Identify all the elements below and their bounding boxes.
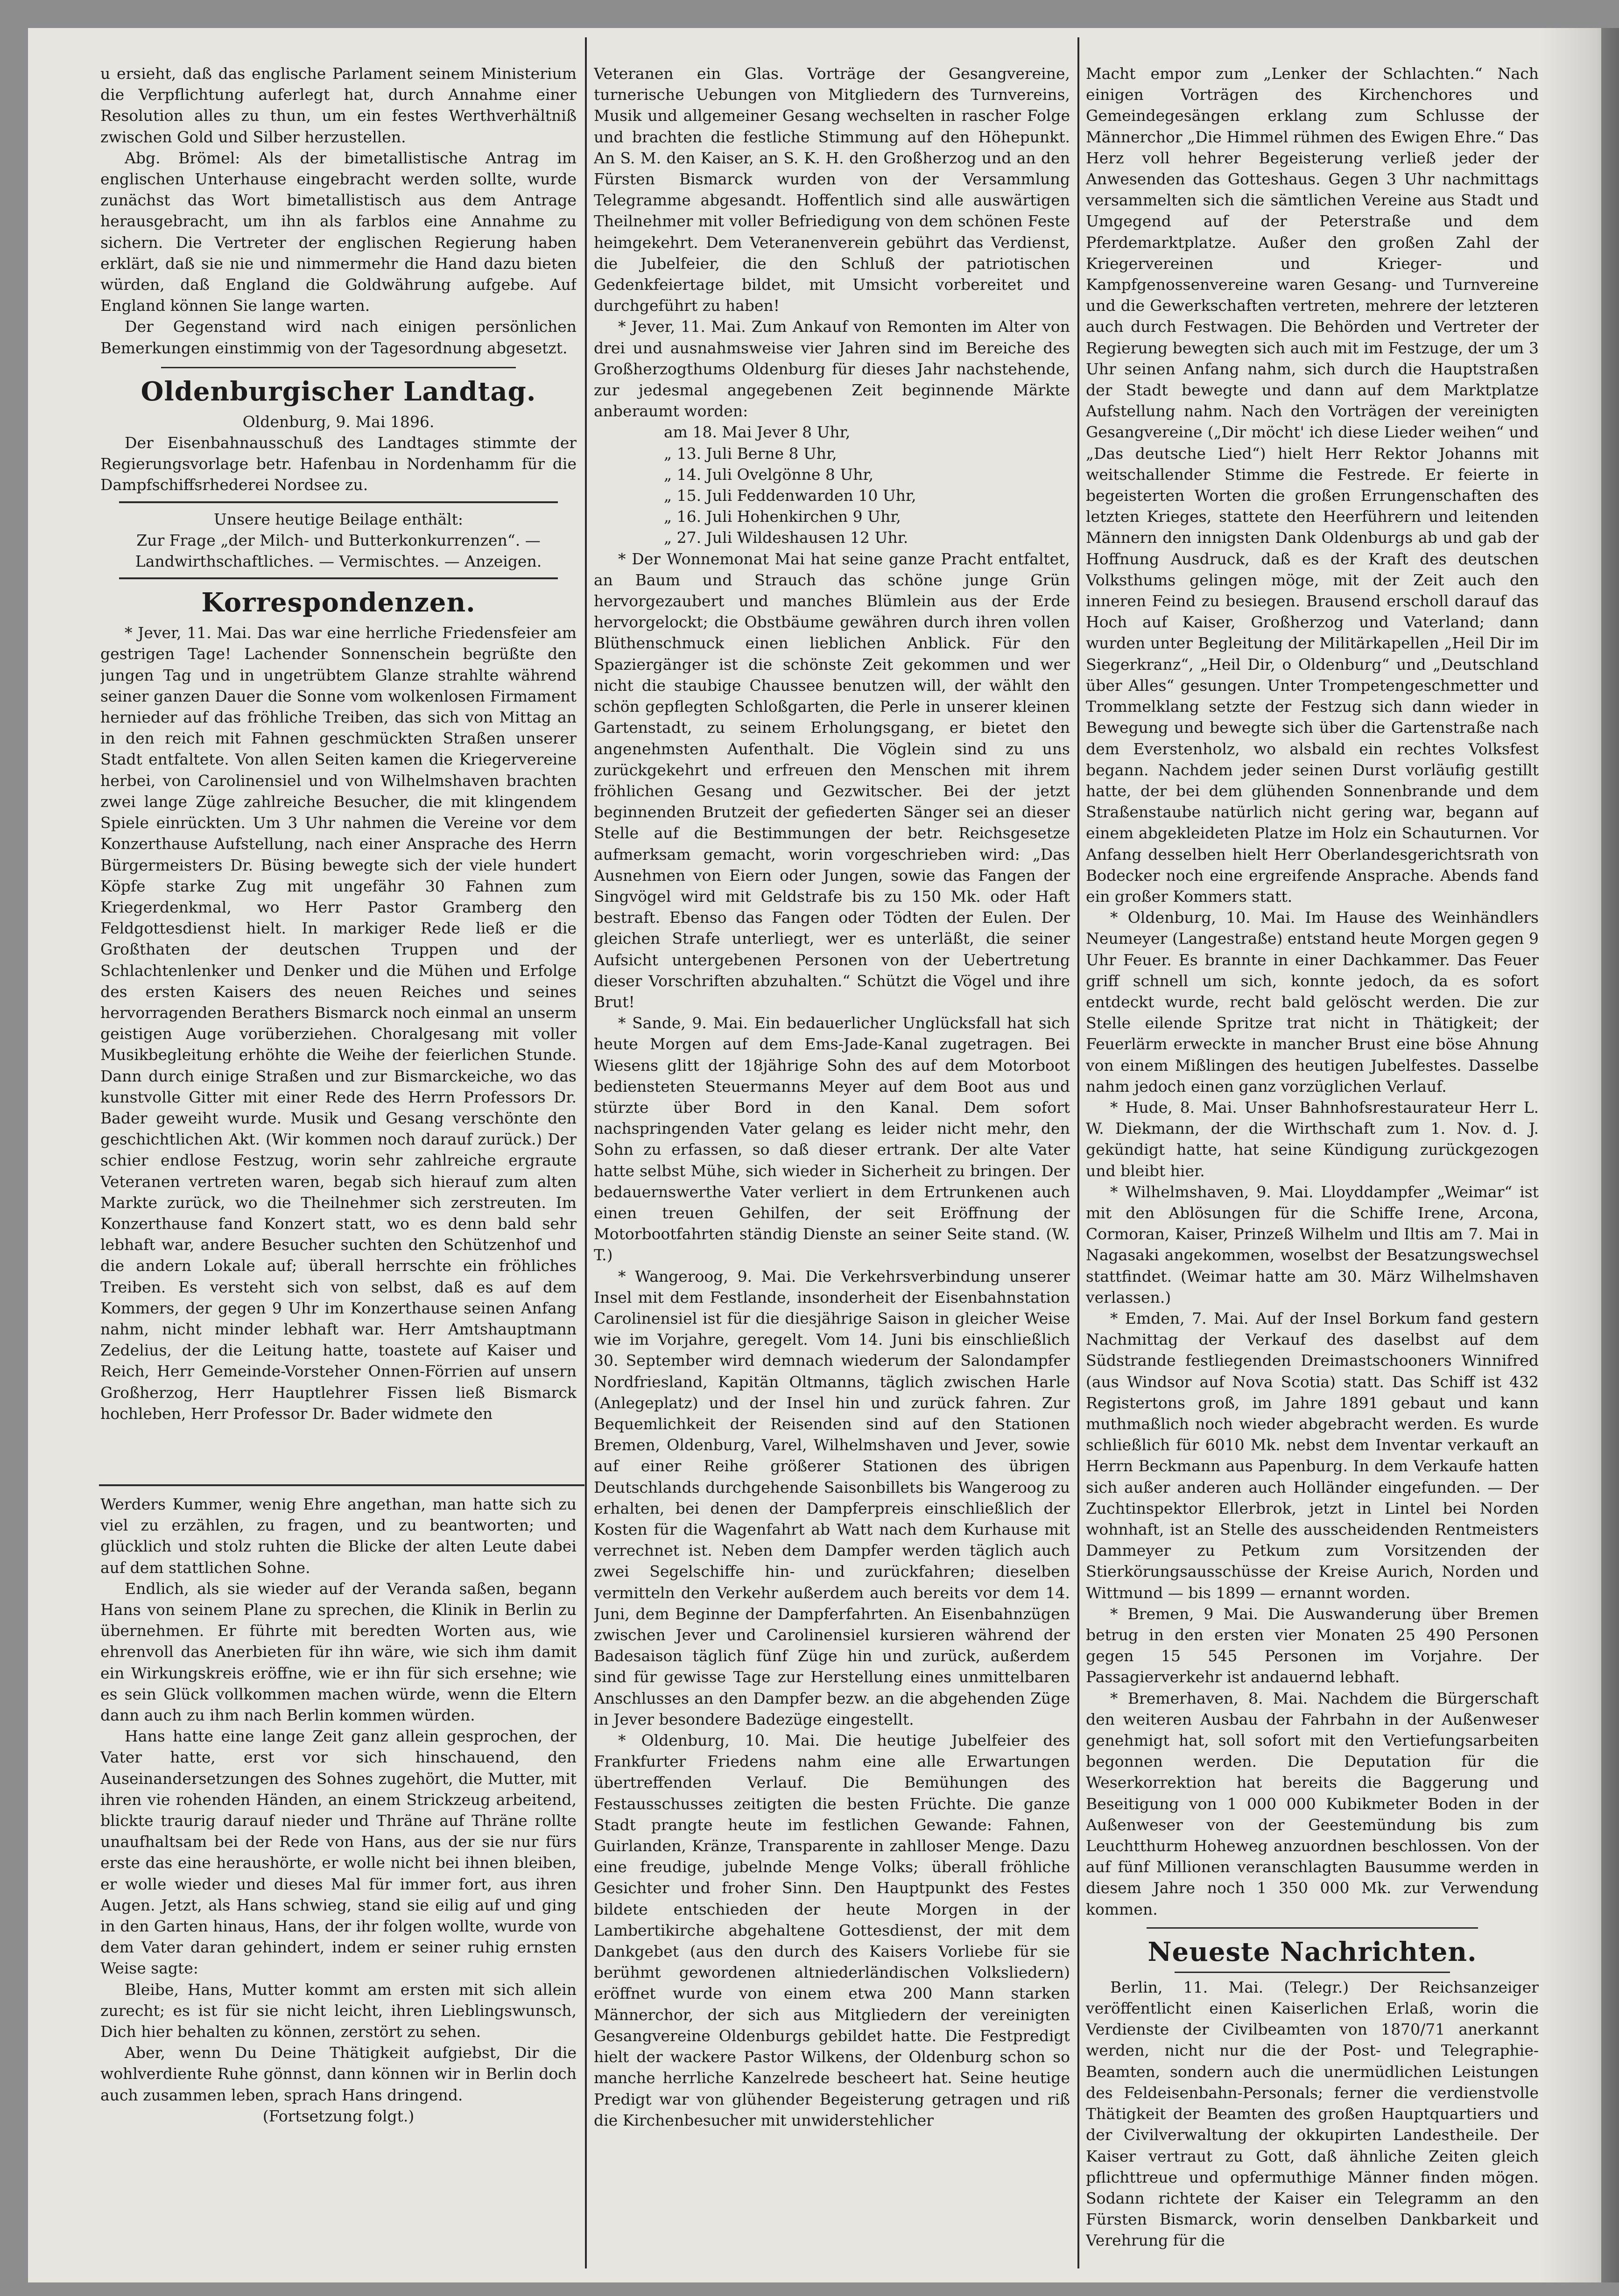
correspondence-hude: * Hude, 8. Mai. Unser Bahnhofsrestaurateur Herr L. W. Diekmann, der die Wirthschaft zum 1. Nov. d. J. gekündigt hatte, hat seine Kündigung zurückgezogen und bleibt hier. <box>1086 1098 1539 1180</box>
article-text: Abg. Brömel: Als der bimetallistische Antrag im englischen Unterhause eingebracht werden sollte, wurde zunächst das Wort bimetallistisch aus dem Antrage herausgebracht, um ihn als farblos eine Annahme zu sichern. Die Vertreter der englischen Regierung haben erklärt, daß sie nie und nimmermehr die Hand dazu bieten würden, daß England die Goldwährung aufgebe. Auf England können Sie lange warten. <box>100 148 577 315</box>
landtag-dateline: Oldenburg, 9. Mai 1896. <box>242 412 435 431</box>
novel-text: Aber, wenn Du Deine Thätigkeit aufgiebst, Dir die wohlverdiente Ruhe gönnst, dann können wir in Berlin doch auch zusammen leben, sprach Hans dringend. <box>100 2043 577 2104</box>
correspondence-wangeroog: * Wangeroog, 9. Mai. Die Verkehrsverbindung unserer Insel mit dem Festlande, insonderheit der Eisenbahnstation Carolinensiel ist für die diesjährige Saison in gleicher Weise wie im Vorjahre, geregelt. Vom 14. Juni bis einschließlich 30. September wird demnach wiederum der Salondampfer Nordfriesland, Kapitän Oltmanns, täglich zwischen Harle (Anlegeplatz) und der Insel hin und zurück fahren. Zur Bequemlichkeit der Reisenden sind auf den Stationen Bremen, Oldenburg, Varel, Wilhelmshaven und Jever, sowie auf einer Reihe größerer Stationen des übrigen Deutschlands durchgehende Saisonbillets bis Wangeroog zu erhalten, bei denen der Dampferpreis einschließlich der Kosten für die Wagenfahrt ab Watt nach dem Kurhause mit verrechnet ist. Neben dem Dampfer werden täglich auch zwei Segelschiffe hin- und zurückfahren; dieselben vermitteln den Verkehr außerdem auch bereits vor dem 14. Juni, dem Beginne der Dampferfahrten. An Eisenbahnzügen zwischen Jever und Carolinensiel kursieren während der Badesaison täglich fünf Züge hin und zurück, außerdem sind für gewisse Tage zur Herstellung eines unmittelbaren Anschlusses an den Dampfer bezw. an die abgehenden Züge in Jever besondere Badezüge eingestellt. <box>594 1267 1070 1728</box>
column-rule-right <box>1077 37 1079 2268</box>
article-text: Der Gegenstand wird nach einigen persönlichen Bemerkungen einstimmig von der Tagesordnung abgesetzt. <box>100 317 577 357</box>
correspondence-oldenburg: * Oldenburg, 10. Mai. Die heutige Jubelfeier des Frankfurter Friedens nahm eine alle Erwartungen übertreffenden Verlauf. Die Bemühungen des Festausschusses zeitigten die besten Früchte. Die ganze Stadt prangte heute im festlichen Gewande: Fahnen, Guirlanden, Kränze, Transparente in zahlloser Menge. Dazu eine freudige, jubelnde Menge Volks; überall fröhliche Gesichter und froher Sinn. Den Hauptpunkt des Festes bildete entschieden der heute Morgen in der Lambertikirche abgehaltene Gottesdienst, der mit dem Dankgebet (aus den durch des Kaisers Vorliebe für sie berühmt gewordenen altniederländischen Volksliedern) eröffnet wurde von einem etwa 200 Mann starken Männerchor, der sich aus Mitgliedern der vereinigten Gesangvereine Oldenburgs gebildet hatte. Die Festpredigt hielt der wackere Pastor Wilkens, der Oldenburg schon so manche herrliche Kanzelrede bescheert hat. Seine heutige Predigt war von glühender Begeisterung getragen und riß die Kirchenbesucher mit unwiderstehlicher <box>594 1731 1070 2129</box>
divider <box>1147 1927 1478 1929</box>
beilage-intro: Unsere heutige Beilage enthält: <box>214 510 463 528</box>
correspondence-emden: * Emden, 7. Mai. Auf der Insel Borkum fand gestern Nachmittag der Verkauf des daselbst auf dem Südstrande festliegenden Dreimastschooners Winnifred (aus Windsor auf Nova Scotia) statt. Das Schiff ist 432 Registertons groß, im Jahre 1891 gebaut und kann muthmaßlich noch wieder abgebracht werden. Es wurde schließlich für 6010 Mk. nebst dem Inventar verkauft an Herrn Beckmann aus Papenburg. In dem Verkaufe hatten sich außer anderen auch Holländer eingefunden. — Der Zuchtinspektor Ellerbrok, jetzt in Lintel bei Norden wohnhaft, ist an Stelle des ausscheidenden Rentmeisters Dammeyer zu Petkum zum Vorsitzenden der Stierkörungsausschüsse der Kreise Aurich, Norden und Wittmund — bis 1899 — ernannt worden. <box>1086 1309 1539 1602</box>
novel-text: Endlich, als sie wieder auf der Veranda saßen, begann Hans von seinem Plane zu sprechen, die Klinik in Berlin zu übernehmen. Er führte mit beredten Worten aus, wie ehrenvoll das Anerbieten für ihn wäre, wie sich ihm damit ein Wirkungskreis eröffne, wie er ihn für sich ersehne; wie es sein Glück vollkommen machen würde, wenn die Eltern dann auch zu ihm nach Berlin kommen würden. <box>100 1579 577 1725</box>
page-fold-shadow <box>1541 28 1619 2282</box>
article-text: Veteranen ein Glas. Vorträge der Gesangvereine, turnerische Uebungen von Mitgliedern des Turnvereins, Musik und allgemeiner Gesang wechselten in rascher Folge und brachten die festliche Stimmung auf den Höhepunkt. An S. M. den Kaiser, an S. K. H. den Großherzog und an den Fürsten Bismarck wurden von der Versammlung Telegramme abgesandt. Hoffentlich sind alle auswärtigen Theilnehmer mit voller Befriedigung von dem schönen Feste heimgekehrt. Dem Veteranenverein gebührt das Verdienst, die Jubelfeier, die den Schluß der patriotischen Gedenkfeiertage bildet, mit Umsicht vorbereitet und durchgeführt zu haben! <box>594 64 1070 315</box>
section-heading-neueste: Neueste Nachrichten. <box>1147 1936 1477 1967</box>
correspondence-bremen: * Bremen, 9 Mai. Die Auswanderung über Bremen betrug in den ersten vier Monaten 25 490 Personen gegen 15 545 Personen im Vorjahre. Der Passagierverkehr ist andauernd lebhaft. <box>1086 1604 1539 1686</box>
correspondence-sande: * Sande, 9. Mai. Ein bedauerlicher Unglücksfall hat sich heute Morgen auf dem Ems-Jade-Kanal zugetragen. Bei Wiesens glitt der 18jährige Sohn des auf dem Motorboot bediensteten Steuermanns Meyer auf dem Boot aus und stürzte über Bord in den Kanal. Dem sofort nachspringenden Vater gelang es leider nicht mehr, den Sohn zu erfassen, so daß dieser ertrank. Der alte Vater hatte selbst Mühe, sich wieder in Sicherheit zu bringen. Der bedauernswerthe Vater verliert in dem Ertrunkenen auch einen treuen Gehilfen, der seit Eröffnung der Motorbootfahrten ständig Dienste an seiner Seite stand. (W. T.) <box>594 1014 1070 1264</box>
section-heading-korrespondenzen: Korrespondenzen. <box>201 587 476 618</box>
column-1-feuilleton <box>100 1494 577 2278</box>
novel-continuation: (Fortsetzung folgt.) <box>262 2106 415 2125</box>
column-rule-left <box>585 37 587 2268</box>
correspondence-jever: * Jever, 11. Mai. Das war eine herrliche Friedensfeier am gestrigen Tage! Lachender Sonnenschein begrüßte den jungen Tag und in ungetrübtem Glanze strahlte während seiner ganzen Dauer die Sonne vom wolkenlosen Firmament hernieder auf das fröhliche Treiben, das sich von Mittag an in den reich mit Fahnen geschmückten Straßen unserer Stadt entfaltete. Von allen Seiten kamen die Kriegervereine herbei, von Carolinensiel und von Wilhelmshaven brachten zwei lange Züge zahlreiche Besucher, die mit klingendem Spiele einrückten. Um 3 Uhr nahmen die Vereine vor dem Konzerthause Aufstellung, nach einer Ansprache des Herrn Bürgermeisters Dr. Büsing bewegte sich der viele hundert Köpfe starke Zug mit ungefähr 30 Fahnen zum Kriegerdenkmal, wo Herr Pastor Gramberg den Feldgottesdienst hielt. In markiger Rede ließ er die Großthaten der deutschen Truppen und der Schlachtenlenker und Denker und die Mühen und Erfolge des ersten Kaisers des neuen Reiches und seines hervorragenden Berathers Bismarck noch einmal an unserm geistigen Auge vorüberziehen. Choralgesang mit voller Musikbegleitung erhöhte die Weihe der feierlichen Stunde. Dann durch einige Straßen und zur Bismarckeiche, wo das kunstvolle Gitter mit einer Rede des Herrn Professors Dr. Bader geweiht wurde. Musik und Gesang verschönte den geschichtlichen Akt. (Wir kommen noch darauf zurück.) Der schier endlose Festzug, worin sehr zahlreiche ergraute Veteranen vertreten waren, begab sich hierauf zum alten Markte zurück, wo die Theilnehmer sich zerstreuten. Im Konzerthause fand Konzert statt, wo es denn bald sehr lebhaft war, andere Besucher suchten den Schützenhof und die andern Lokale auf; überall herrschte ein fröhliches Treiben. Es versteht sich von selbst, daß es auf dem Kommers, der gegen 9 Uhr im Konzerthause seinen Anfang nahm, nicht minder lebhaft war. Herr Amtshauptmann Zedelius, der die Leitung hatte, toastete auf Kaiser und Reich, Herr Gemeinde-Vorsteher Onnen-Förrien auf unsern Großherzog, Herr Hauptlehrer Fissen ließ Bismarck hochleben, Herr Professor Dr. Bader widmete den <box>100 624 577 1423</box>
column-3 <box>1086 63 1539 2278</box>
market-item: „ 15. Juli Feddenwarden 10 Uhr, <box>664 486 916 505</box>
market-item: „ 14. Juli Ovelgönne 8 Uhr, <box>664 465 874 484</box>
market-item: „ 27. Juli Wildeshausen 12 Uhr. <box>664 528 908 547</box>
novel-text: Hans hatte eine lange Zeit ganz allein gesprochen, der Vater hatte, erst vor sich hinschauend, den Auseinandersetzungen des Sohnes zugehört, die Mutter, mit ihren vie rohenden Händen, an einem Strickzeug arbeitend, blickte traurig darauf nieder und Thräne auf Thräne rollte unaufhaltsam bei der Rede von Hans, aus der sie nur fürs erste das eine heraushörte, er wolle nicht bei ihnen bleiben, er wolle wieder und dieses Mal für immer fort, aus ihren Augen. Jetzt, als Hans schwieg, stand sie eilig auf und ging in den Garten hinaus, Hans, der ihr folgen wollte, wurde von dem Vater daran gehindert, indem er seiner ruhig ernsten Weise sagte: <box>100 1727 577 1978</box>
landtag-text: Der Eisenbahnausschuß des Landtages stimmte der Regierungsvorlage betr. Hafenbau in Nordenhamm für die Dampfschiffsrhederei Nordsee zu. <box>100 434 577 494</box>
column-1-upper <box>100 63 577 1482</box>
section-heading-landtag: Oldenburgischer Landtag. <box>141 376 536 407</box>
market-list <box>594 421 1070 548</box>
novel-text: Werders Kummer, wenig Ehre angethan, man hatte sich zu viel zu erzählen, zu fragen, und zu beantworten; und glücklich und stolz ruhten die Blicke der alten Leute dabei auf dem stattlichen Sohne. <box>100 1495 577 1577</box>
correspondence-wilhelmshaven: * Wilhelmshaven, 9. Mai. Lloyddampfer „Weimar“ ist mit den Ablösungen für die Schiffe Irene, Arcona, Cormoran, Kaiser, Prinzeß Wilhelm und Iltis am 7. Mai in Nagasaki angekommen, woselbst der Besatzungswechsel stattfindet. (Weimar hatte am 30. März Wilhelmshaven verlassen.) <box>1086 1182 1539 1306</box>
market-item: „ 16. Juli Hohenkirchen 9 Uhr, <box>664 507 901 526</box>
article-wonnemonat: * Der Wonnemonat Mai hat seine ganze Pracht entfaltet, an Baum und Strauch das schöne junge Grün hervorgezaubert und manches Blümlein aus der Erde hervorgelockt; die Obstbäume gewähren durch ihren vollen Blüthenschmuck einen lieblichen Anblick. Für den Spaziergänger ist die schönste Zeit gekommen und wer nicht die staubige Chaussee benutzen will, der wählt den schön gepflegten Schloßgarten, die Perle in unserer kleinen Gartenstadt, zu seinem Erholungsgang, er bietet den angenehmsten Aufenthalt. Die Vöglein sind zu uns zurückgekehrt und erfreuen den Menschen mit ihrem fröhlichen Gesang und Gezwitscher. Bei der jetzt beginnenden Brutzeit der gefiederten Sänger sei an dieser Stelle auf die Bestimmungen der betr. Reichsgesetze aufmerksam gemacht, worin vorgeschrieben wird: „Das Ausnehmen von Eiern oder Jungen, sowie das Fangen der Singvögel wird mit Geldstrafe bis zu 150 Mk. oder Haft bestraft. Ebenso das Fangen oder Tödten der Eulen. Der gleichen Strafe unterliegt, wer es unterläßt, die seiner Aufsicht untergebenen Personen von der Uebertretung dieser Vorschriften abzuhalten.“ Schützt die Vögel und ihre Brut! <box>594 549 1070 1011</box>
divider <box>161 367 516 368</box>
correspondence-bremerhaven: * Bremerhaven, 8. Mai. Nachdem die Bürgerschaft den weiteren Ausbau der Fahrbahn in der Außenweser genehmigt hat, soll sofort mit den Vertiefungsarbeiten begonnen werden. Die Deputation für die Weserkorrektion hat bereits die Baggerung und Beseitigung von 1 000 000 Kubikmeter Boden in der Außenweser von der Geestemündung bis zum Leuchtthurm Hoheweg anzuordnen beschlossen. Von der auf fünf Millionen veranschlagten Bausumme werden in diesem Jahre noch 1 350 000 Mk. zur Verwendung kommen. <box>1086 1689 1539 1918</box>
beilage-contents: Zur Frage „der Milch- und Butterkonkurrenzen“. — Landwirthschaftliches. — Vermischtes. — Anzeigen. <box>135 531 542 571</box>
column-2 <box>594 63 1070 2278</box>
article-text: Macht empor zum „Lenker der Schlachten.“ Nach einigen Vorträgen des Kirchenchores und Gemeindegesängen erklang zum Schlusse der Männerchor „Die Himmel rühmen des Ewigen Ehre.“ Das Herz voll hehrer Begeisterung verließ jeder der Anwesenden das Gotteshaus. Gegen 3 Uhr nachmittags versammelten sich die sämtlichen Vereine aus Stadt und Umgegend auf der Peterstraße und dem Pferdemarktplatze. Außer den großen Zahl der Kriegervereinen und Krieger- und Kampfgenossenvereine waren Gesang- und Turnvereine und die Gewerkschaften vertreten, mehrere der letzteren auch durch Festwagen. Die Behörden und Vertreter der Regierung bewegten sich auch mit im Festzuge, der um 3 Uhr seinen Anfang nahm, sich durch die Hauptstraßen der Stadt bewegte und dann auf dem Marktplatze Aufstellung nahm. Nach den Vorträgen der vereinigten Gesangvereine („Dir möcht' ich diese Lieder weihen“ und „Das deutsche Lied“) hielt Herr Rektor Johanns mit weitschallender Stimme die Festrede. Er feierte in begeisterten Worten die großen Errungenschaften des letzten Krieges, stattete den Heerführern und leitenden Männern den innigsten Dank Oldenburgs ab und gab der Hoffnung Ausdruck, daß es der Kraft des deutschen Volksthums gelingen möge, mit der Zeit auch den inneren Feind zu besiegen. Brausend erscholl darauf das Hoch auf Kaiser, Großherzog und Vaterland; dann wurden unter Begleitung der Militärkapellen „Heil Dir im Siegerkranz“, „Heil Dir, o Oldenburg“ und „Deutschland über Alles“ gesungen. Unter Trompetengeschmetter und Trommelklang setzte der Festzug sich dann wieder in Bewegung und bewegte sich über die Gartenstraße nach dem Everstenholz, wo alsbald ein rechtes Volksfest begann. Nachdem jeder seinen Durst vorläufig gestillt hatte, der bei dem glühenden Sonnenbrande und dem Straßenstaube natürlich nicht gering war, begann auf einem abgekleideten Platze im Holz ein Schauturnen. Vor Anfang desselben hielt Herr Oberlandesgerichtsrath von Bodecker noch eine ergreifende Ansprache. Abends fand ein großer Kommers statt. <box>1086 64 1539 906</box>
feuilleton-rule <box>99 1484 584 1486</box>
article-text: u ersieht, daß das englische Parlament seinem Ministerium die Verpflichtung auferlegt hat, durch Annahme einer Resolution alles zu thun, um ein festes Werthverhältniß zwischen Gold und Silber herzustellen. <box>100 64 577 146</box>
correspondence-oldenburg-feuer: * Oldenburg, 10. Mai. Im Hause des Weinhändlers Neumeyer (Langestraße) entstand heute Morgen gegen 9 Uhr Feuer. Es brannte in einer Dachkammer. Das Feuer griff schnell um sich, konnte jedoch, da es sofort entdeckt wurde, recht bald gelöscht werden. Die zur Stelle eilende Spritze trat nicht in Thätigkeit; der Feuerlärm erweckte in mancher Brust eine böse Ahnung von einem Mißlingen des heutigen Jubelfestes. Dasselbe nahm jedoch einen ganz vorzüglichen Verlauf. <box>1086 908 1539 1095</box>
novel-text: Bleibe, Hans, Mutter kommt am ersten mit sich allein zurecht; es ist für sie nicht leicht, ihren Lieblingswunsch, Dich hier behalten zu können, zerstört zu sehen. <box>100 1980 577 2041</box>
divider <box>119 577 558 579</box>
market-item: „ 13. Juli Berne 8 Uhr, <box>664 444 837 463</box>
divider <box>119 501 558 503</box>
market-item: am 18. Mai Jever 8 Uhr, <box>664 423 851 442</box>
correspondence-jever-remonten: * Jever, 11. Mai. Zum Ankauf von Remonten im Alter von drei und ausnahmsweise vier Jahren sind im Bereiche des Großherzogthums Oldenburg für dieses Jahr nachstehende, zur jedesmal angegebenen Zeit beginnende Märkte anberaumt worden: <box>594 317 1070 421</box>
news-berlin: Berlin, 11. Mai. (Telegr.) Der Reichsanzeiger veröffentlicht einen Kaiserlichen Erlaß, worin die Verdienste der Civilbeamten von 1870/71 anerkannt werden, nicht nur die der Post- und Telegraphie-Beamten, sondern auch die unermüdlichen Leistungen des Feldeisenbahn-Personals; ferner die verdienstvolle Thätigkeit der Beamten des großen Hauptquartiers und der Civilverwaltung der okkupirten Landestheile. Der Kaiser vertraut zu Gott, daß ähnliche Zeiten gleich pflichttreue und opfermuthige Männer finden mögen. Sodann richtete der Kaiser ein Telegramm an den Fürsten Bismarck, worin denselben Dankbarkeit und Verehrung für die <box>1086 1978 1539 2250</box>
divider <box>1175 1972 1450 1973</box>
